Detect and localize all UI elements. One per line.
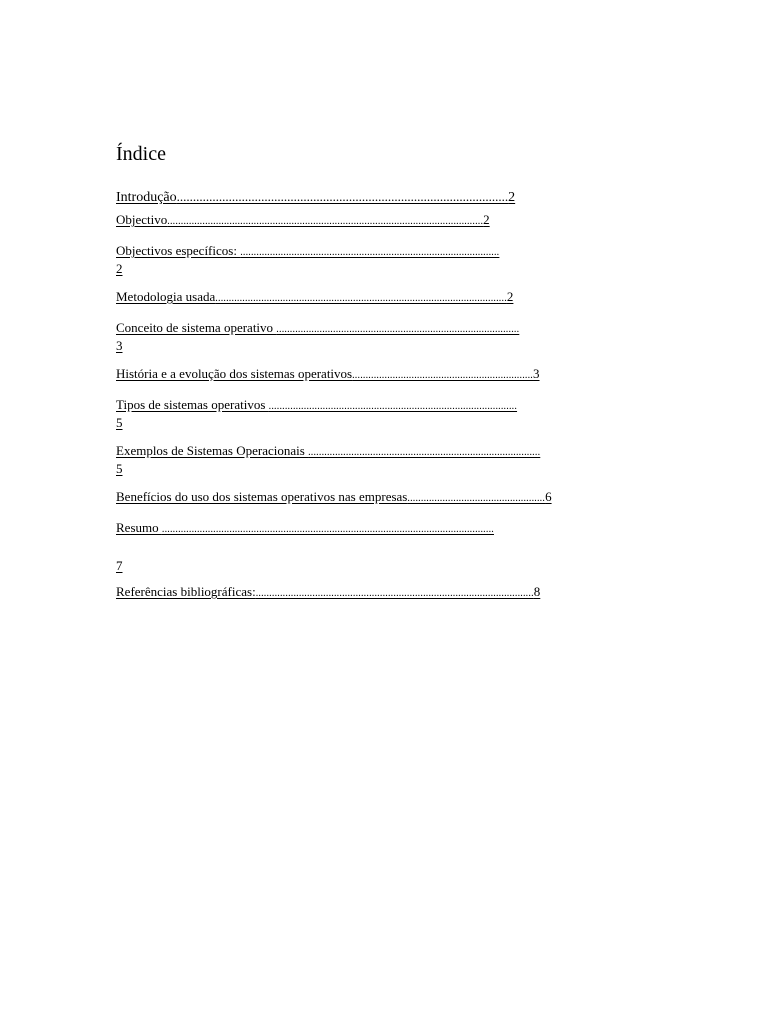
toc-leader-dots: ........................................................................................................................... bbox=[161, 524, 494, 535]
toc-leader-dots: ................................................................... bbox=[352, 370, 534, 381]
toc-entry-label: Introdução bbox=[116, 190, 177, 205]
toc-entry-label: Tipos de sistemas operativos bbox=[116, 397, 269, 412]
toc-page-number: 3 bbox=[116, 338, 123, 353]
toc-entry-historia-evolucao[interactable] bbox=[116, 366, 656, 384]
toc-entry-label: Benefícios do uso dos sistemas operativos nas empresas bbox=[116, 489, 408, 504]
toc-entry-label: Conceito de sistema operativo bbox=[116, 320, 277, 335]
toc-leader-dots: ...................................................................................................... bbox=[176, 189, 509, 204]
toc-page-number: 6 bbox=[545, 489, 552, 504]
toc-entry-label: Exemplos de Sistemas Operacionais bbox=[116, 443, 309, 458]
toc-entry-label: História e a evolução dos sistemas operativos bbox=[116, 366, 353, 381]
toc-page-number: 2 bbox=[506, 289, 514, 304]
toc-leader-dots: ....................................................................................................... bbox=[255, 588, 534, 599]
toc-entry-introducao[interactable] bbox=[116, 189, 656, 206]
toc-leader-dots: ............................................................................................ bbox=[268, 401, 518, 412]
toc-entry-label: Metodologia usada bbox=[116, 289, 216, 304]
toc-entry-label: Objectivo bbox=[116, 212, 168, 227]
toc-entry-beneficios[interactable] bbox=[116, 489, 656, 507]
toc-entry-label: Resumo bbox=[116, 520, 162, 535]
toc-page-number: 5 bbox=[116, 415, 123, 430]
toc-entry-label: Objectivos específicos: bbox=[116, 243, 241, 258]
toc-entry-objectivos-especificos[interactable] bbox=[116, 243, 656, 277]
toc-entry-resumo[interactable] bbox=[116, 520, 656, 574]
table-of-contents bbox=[116, 141, 656, 602]
toc-page-number: 3 bbox=[533, 366, 540, 381]
toc-entry-tipos-sistemas-operativos[interactable] bbox=[116, 397, 656, 431]
toc-title: Índice bbox=[116, 143, 166, 165]
toc-leader-dots: ..................................................................................................................... bbox=[167, 216, 484, 227]
toc-entry-label: Referências bibliográficas: bbox=[116, 584, 256, 599]
toc-leader-dots: ................................................................................................ bbox=[240, 247, 500, 258]
toc-leader-dots: .......................................................................................... bbox=[276, 324, 520, 335]
toc-page-number: 7 bbox=[116, 558, 123, 573]
toc-page-number: 5 bbox=[116, 461, 123, 476]
toc-entry-referencias[interactable] bbox=[116, 584, 656, 602]
toc-entry-conceito-sistema-operativo[interactable] bbox=[116, 320, 656, 354]
toc-leader-dots: ................................................... bbox=[407, 493, 546, 504]
toc-page-number: 2 bbox=[483, 212, 490, 227]
toc-page-number: 8 bbox=[533, 584, 541, 599]
toc-entry-objectivo[interactable] bbox=[116, 212, 656, 230]
toc-page-number: 2 bbox=[508, 190, 516, 205]
toc-entry-exemplos-sistemas-operacionais[interactable] bbox=[116, 443, 656, 477]
toc-leader-dots: ............................................................................................................ bbox=[215, 293, 507, 304]
toc-page-number: 2 bbox=[116, 261, 123, 276]
toc-leader-dots: ...................................................................................... bbox=[308, 447, 541, 458]
toc-entry-metodologia-usada[interactable] bbox=[116, 289, 656, 307]
